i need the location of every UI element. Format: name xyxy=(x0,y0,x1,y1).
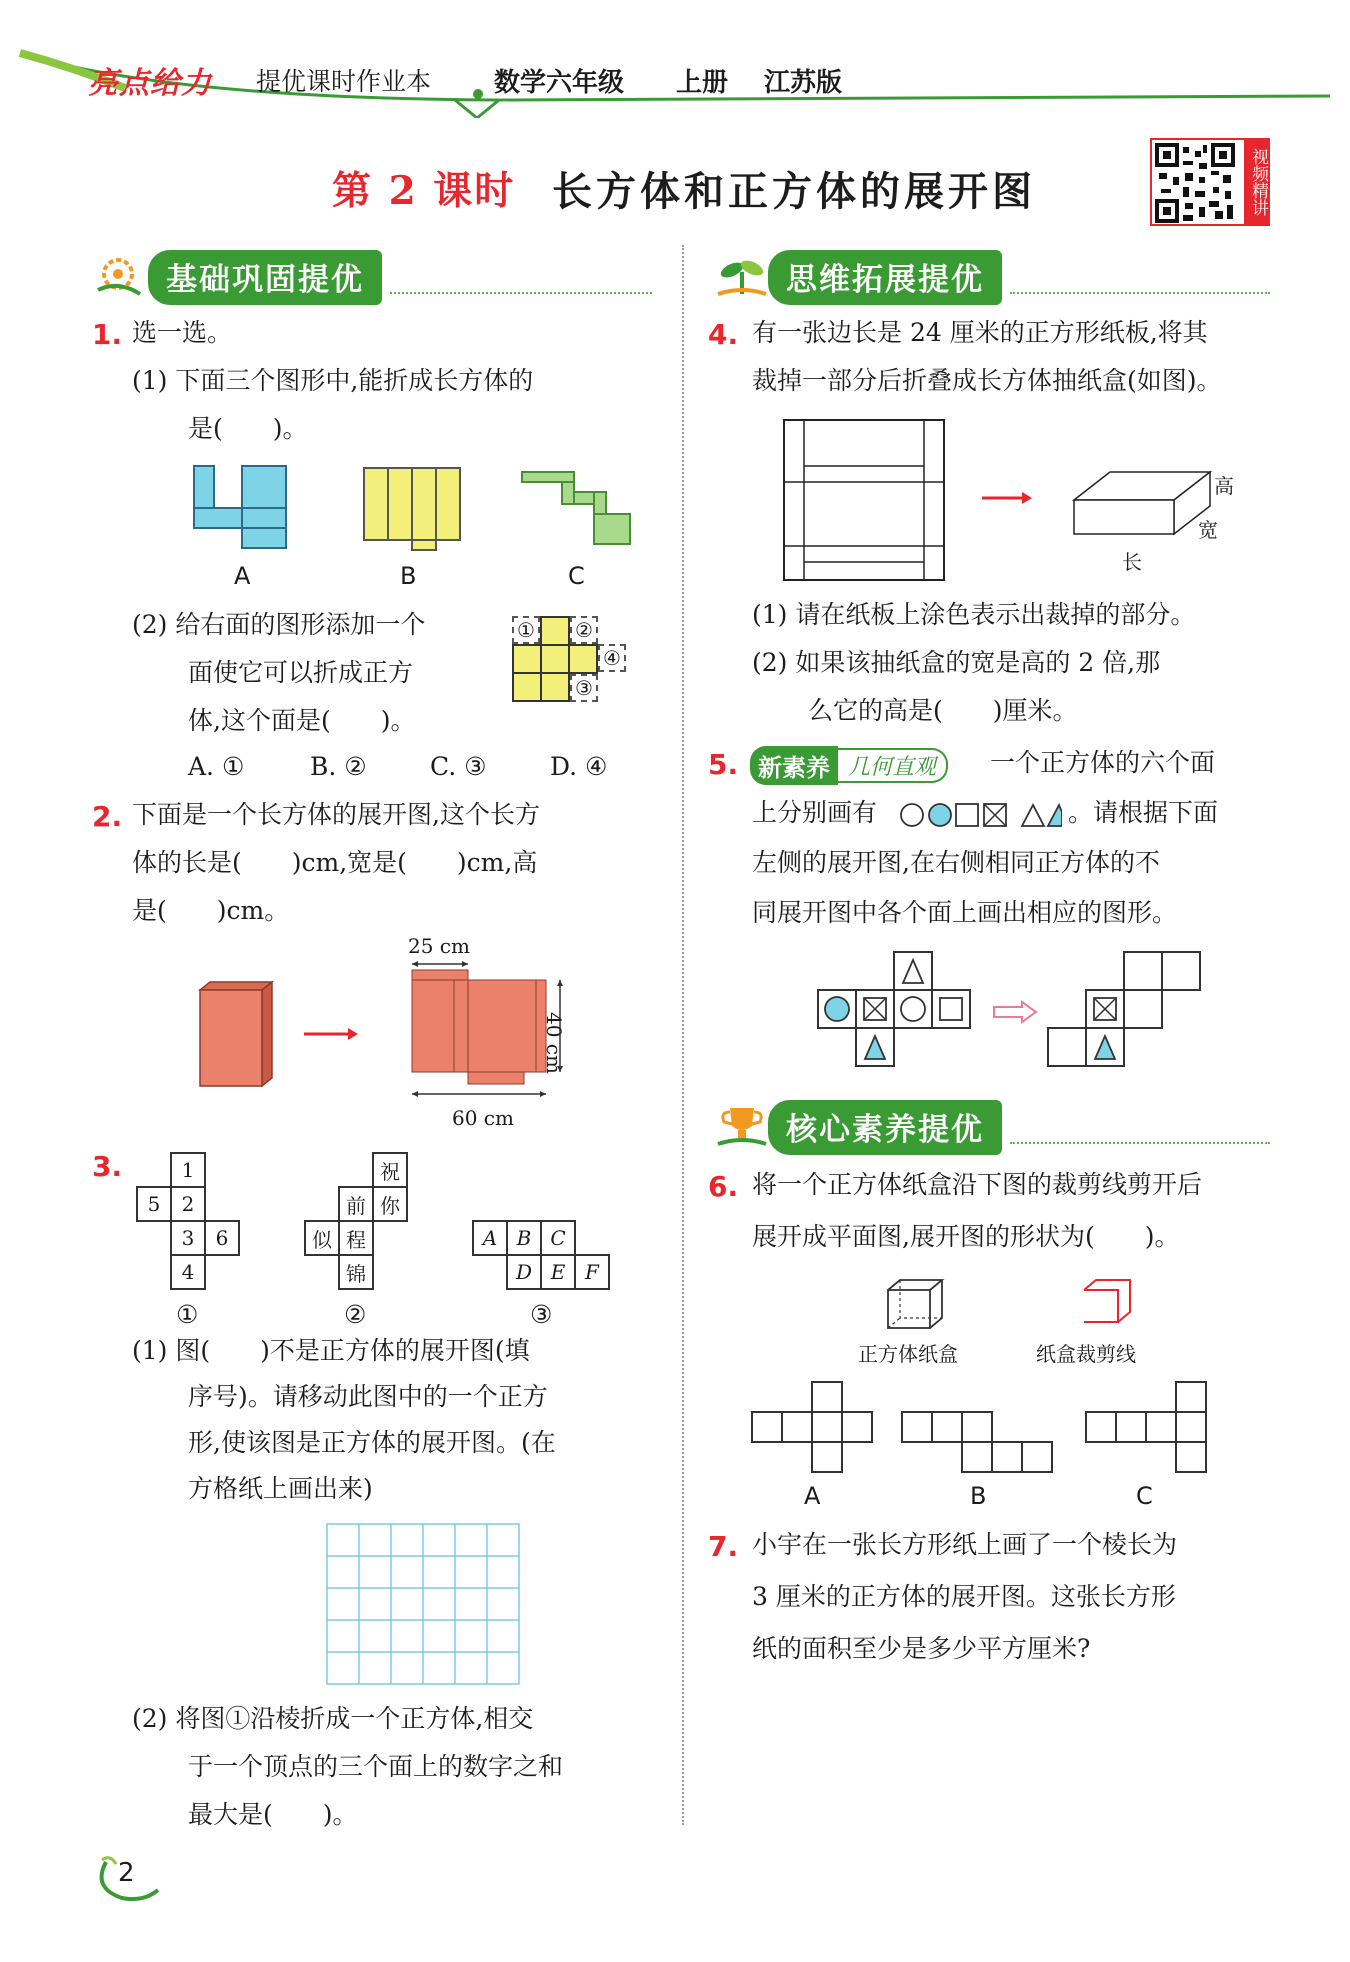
qr-code-icon xyxy=(1153,141,1243,225)
option-1-square: ① xyxy=(512,616,540,644)
net-figure-1: 1 5 2 3 6 4 xyxy=(132,1150,252,1290)
section-title-basic: 基础巩固提优 xyxy=(148,250,382,305)
figure-label: C xyxy=(568,562,585,590)
gear-leaf-icon xyxy=(92,250,152,300)
figure-label: A xyxy=(234,562,251,590)
figure-label: ③ xyxy=(530,1300,553,1329)
double-arrow-icon xyxy=(990,1000,1040,1024)
q5-text: 同展开图中各个面上画出相应的图形。 xyxy=(752,898,1178,927)
cube-net-with-options[interactable] xyxy=(510,614,650,724)
dimension-bottom-label: 60 cm xyxy=(452,1106,514,1130)
q7-text: 纸的面积至少是多少平方厘米? xyxy=(752,1634,1091,1663)
q4-part1-text: (1) 请在纸板上涂色表示出裁掉的部分。 xyxy=(752,600,1196,629)
q3-part2-text[interactable]: 最大是( )。 xyxy=(188,1800,358,1829)
header-edition: 江苏版 xyxy=(764,68,843,98)
symbol-cube-net-right[interactable] xyxy=(1040,950,1210,1076)
question-number: 4. xyxy=(708,318,739,351)
lesson-number: 第 2 课时 xyxy=(332,168,516,214)
q7-text: 小宇在一张长方形纸上画了一个棱长为 xyxy=(752,1530,1178,1559)
figure-label: B xyxy=(400,562,417,590)
dimension-side-label: 40 cm xyxy=(542,1012,566,1074)
net-figure-2: 祝 前 你 似 程 锦 xyxy=(300,1150,420,1290)
question-number: 2. xyxy=(92,800,123,833)
option-net-a[interactable] xyxy=(750,1380,880,1474)
q3-part1-text: 序号)。请移动此图中的一个正方 xyxy=(188,1382,548,1411)
q1-part2-text: 面使它可以折成正方 xyxy=(188,658,414,687)
question-number: 7. xyxy=(708,1530,739,1563)
section-rule xyxy=(1010,292,1270,294)
q2-text: 下面是一个长方体的展开图,这个长方 xyxy=(132,800,540,829)
question-number: 1. xyxy=(92,318,123,351)
option-2-square: ② xyxy=(570,616,598,644)
section-rule xyxy=(1010,1142,1270,1144)
cut-line-label: 纸盒裁剪线 xyxy=(1036,1342,1136,1366)
dimension-top-label: 25 cm xyxy=(408,934,470,958)
q4-text: 有一张边长是 24 厘米的正方形纸板,将其 xyxy=(752,318,1208,347)
arrow-icon xyxy=(300,1024,360,1044)
trophy-icon xyxy=(712,1100,772,1150)
page-title: 长方体和正方体的展开图 xyxy=(552,168,1036,215)
qr-code-block[interactable] xyxy=(1150,138,1270,226)
symbol-cube-net-left xyxy=(810,950,980,1076)
q3-part1-text: 形,使该图是正方体的展开图。(在 xyxy=(188,1428,556,1457)
option-net-b[interactable] xyxy=(900,1410,1060,1474)
q1-stem: 选一选。 xyxy=(132,318,233,347)
question-number: 3. xyxy=(92,1150,123,1183)
figure-b-net[interactable] xyxy=(360,462,470,552)
badge-sub: 几何直观 xyxy=(838,748,948,783)
grid-paper[interactable] xyxy=(325,1522,521,1688)
cube-box-label: 正方体纸盒 xyxy=(858,1342,958,1366)
sprout-icon xyxy=(712,250,772,300)
figure-label: A xyxy=(804,1482,821,1510)
literacy-badge xyxy=(750,746,948,785)
q7-text: 3 厘米的正方体的展开图。这张长方形 xyxy=(752,1582,1176,1611)
arrow-icon xyxy=(978,488,1038,508)
figure-label: C xyxy=(1136,1482,1153,1510)
q3-part2-text: 于一个顶点的三个面上的数字之和 xyxy=(188,1752,564,1781)
figure-c-net[interactable] xyxy=(518,468,638,550)
section-rule xyxy=(390,292,652,294)
figure-label: ② xyxy=(344,1300,367,1329)
option-d[interactable]: D. ④ xyxy=(550,752,608,781)
question-number: 6. xyxy=(708,1170,739,1203)
q2-text[interactable]: 体的长是( )cm,宽是( )cm,高 xyxy=(132,848,538,877)
badge-main: 新素养 xyxy=(750,746,838,785)
cube-box-figure xyxy=(884,1276,954,1332)
q3-part1-text[interactable]: (1) 图( )不是正方体的展开图(填 xyxy=(132,1336,530,1365)
q5-text: 左侧的展开图,在右侧相同正方体的不 xyxy=(752,848,1160,877)
q5-text: 。请根据下面 xyxy=(1068,798,1219,827)
cut-line-figure xyxy=(1070,1276,1140,1332)
q4-part2-text[interactable]: 么它的高是( )厘米。 xyxy=(808,696,1078,725)
square-cardboard-figure[interactable] xyxy=(780,416,950,586)
q6-text: 将一个正方体纸盒沿下图的裁剪线剪开后 xyxy=(752,1170,1203,1199)
page-number: 2 xyxy=(118,1858,135,1888)
box-height-label: 高 xyxy=(1214,474,1234,498)
q6-text[interactable]: 展开成平面图,展开图的形状为( )。 xyxy=(752,1222,1180,1251)
q5-text: 上分别画有 xyxy=(752,798,878,827)
option-net-c[interactable] xyxy=(1084,1380,1214,1474)
section-title-thinking: 思维拓展提优 xyxy=(768,250,1002,305)
brand-logo: 亮点给力 xyxy=(88,66,212,101)
column-divider xyxy=(682,245,684,1825)
q2-text[interactable]: 是( )cm。 xyxy=(132,896,290,925)
option-4-square: ④ xyxy=(598,644,626,672)
cuboid-net-figure xyxy=(400,958,600,1108)
header-grade: 数学六年级 xyxy=(494,68,625,98)
q1-part2-text[interactable]: 体,这个面是( )。 xyxy=(188,706,416,735)
section-title-core: 核心素养提优 xyxy=(768,1100,1002,1155)
net-figure-3: A B C D E F xyxy=(468,1218,628,1298)
q1-part1-text[interactable]: 是( )。 xyxy=(188,414,308,443)
option-b[interactable]: B. ② xyxy=(310,752,367,781)
header-term: 上册 xyxy=(676,68,729,98)
question-number: 5. xyxy=(708,748,739,781)
q4-text: 裁掉一部分后折叠成长方体抽纸盒(如图)。 xyxy=(752,366,1222,395)
option-3-square: ③ xyxy=(570,674,598,702)
header-swoosh xyxy=(15,38,1335,118)
q3-part2-text: (2) 将图①沿棱折成一个正方体,相交 xyxy=(132,1704,534,1733)
figure-a-net[interactable] xyxy=(190,462,310,552)
option-c[interactable]: C. ③ xyxy=(430,752,487,781)
q1-part2-text: (2) 给右面的图形添加一个 xyxy=(132,610,426,639)
q5-text: 一个正方体的六个面 xyxy=(990,748,1216,777)
qr-video-label: 视频精讲 xyxy=(1244,140,1268,224)
box-length-label: 长 xyxy=(1122,550,1142,574)
q1-part1-text: (1) 下面三个图形中,能折成长方体的 xyxy=(132,366,534,395)
cuboid-figure xyxy=(190,980,280,1092)
shape-symbols-row xyxy=(898,800,1062,830)
option-a[interactable]: A. ① xyxy=(188,752,245,781)
figure-label: ① xyxy=(176,1300,199,1329)
figure-label: B xyxy=(970,1482,987,1510)
q4-part2-text: (2) 如果该抽纸盒的宽是高的 2 倍,那 xyxy=(752,648,1161,677)
header-subtitle: 提优课时作业本 xyxy=(256,67,432,96)
q3-part1-text: 方格纸上画出来) xyxy=(188,1474,373,1503)
box-width-label: 宽 xyxy=(1198,518,1218,542)
